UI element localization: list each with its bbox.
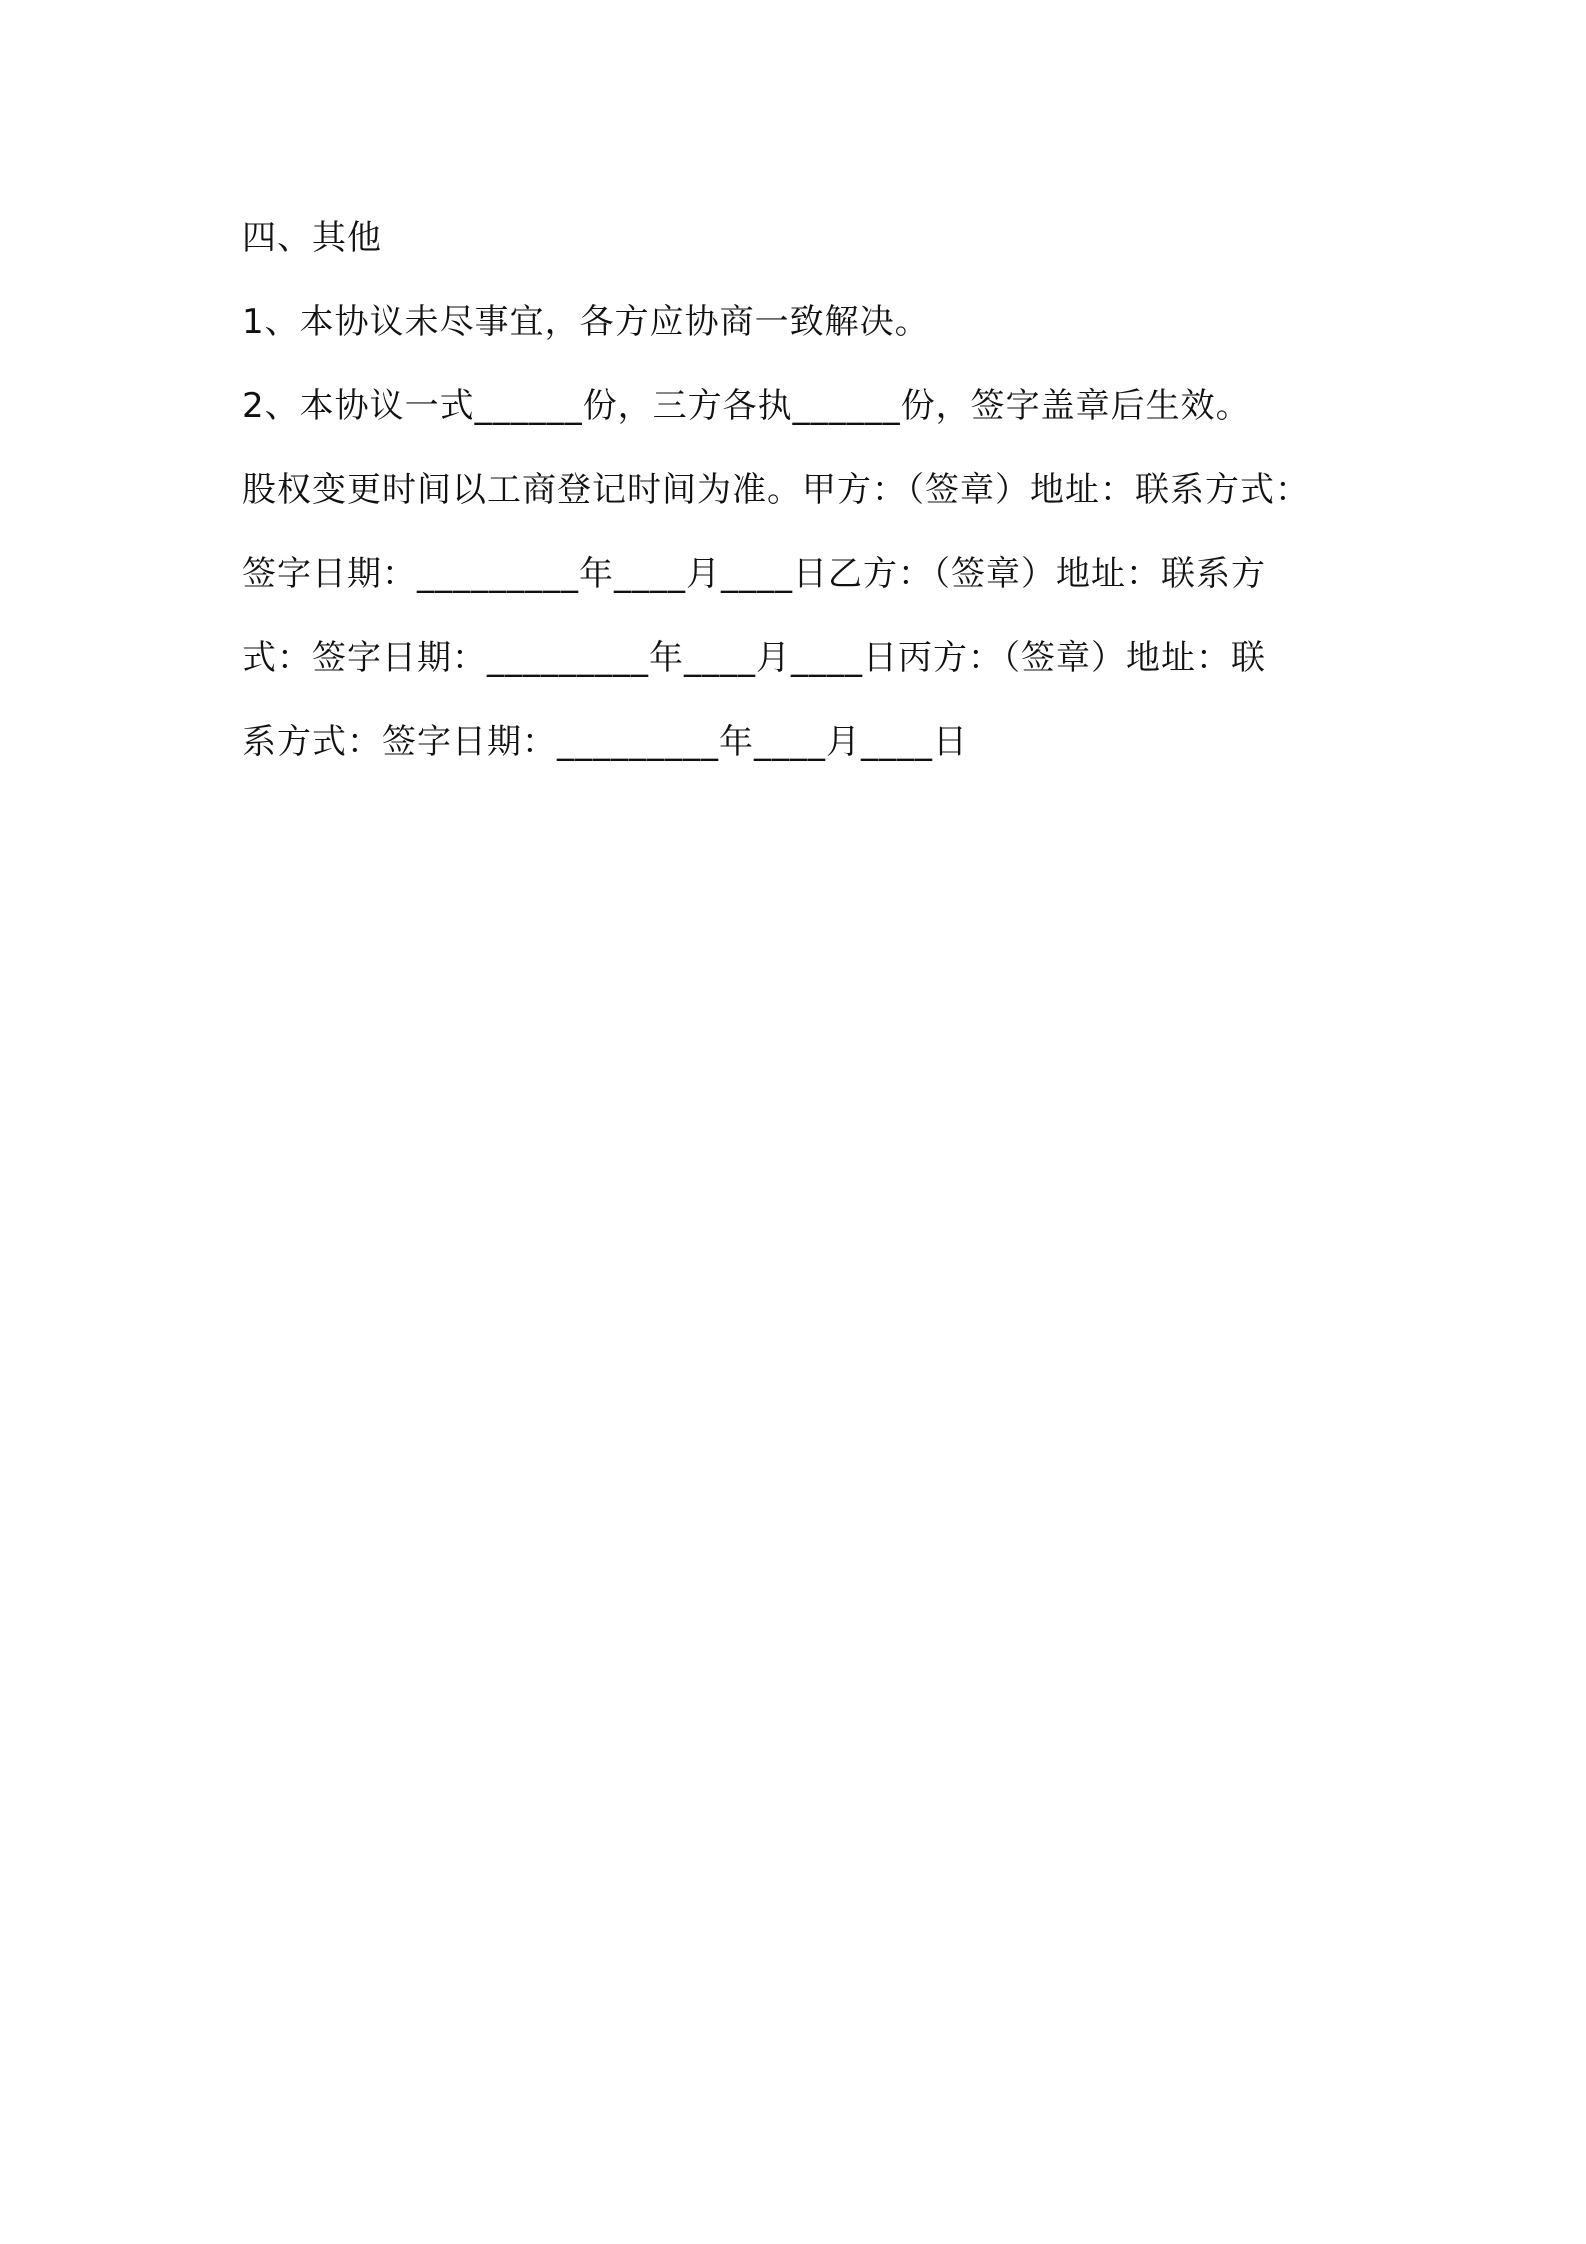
clause-1: 1、本协议未尽事宜，各方应协商一致解决。	[242, 302, 930, 342]
body-line-4: 签字日期：_________年____月____日乙方：（签章）地址：联系方	[242, 554, 1266, 594]
clause-2: 2、本协议一式______份，三方各执______份，签字盖章后生效。	[242, 386, 1251, 426]
body-line-6: 系方式：签字日期：_________年____月____日	[242, 722, 968, 762]
body-line-5: 式：签字日期：_________年____月____日丙方：（签章）地址：联	[242, 638, 1266, 678]
section-heading: 四、其他	[242, 218, 382, 258]
body-line-3: 股权变更时间以工商登记时间为准。甲方：（签章）地址：联系方式：	[242, 470, 1310, 510]
document-body	[242, 196, 1362, 784]
